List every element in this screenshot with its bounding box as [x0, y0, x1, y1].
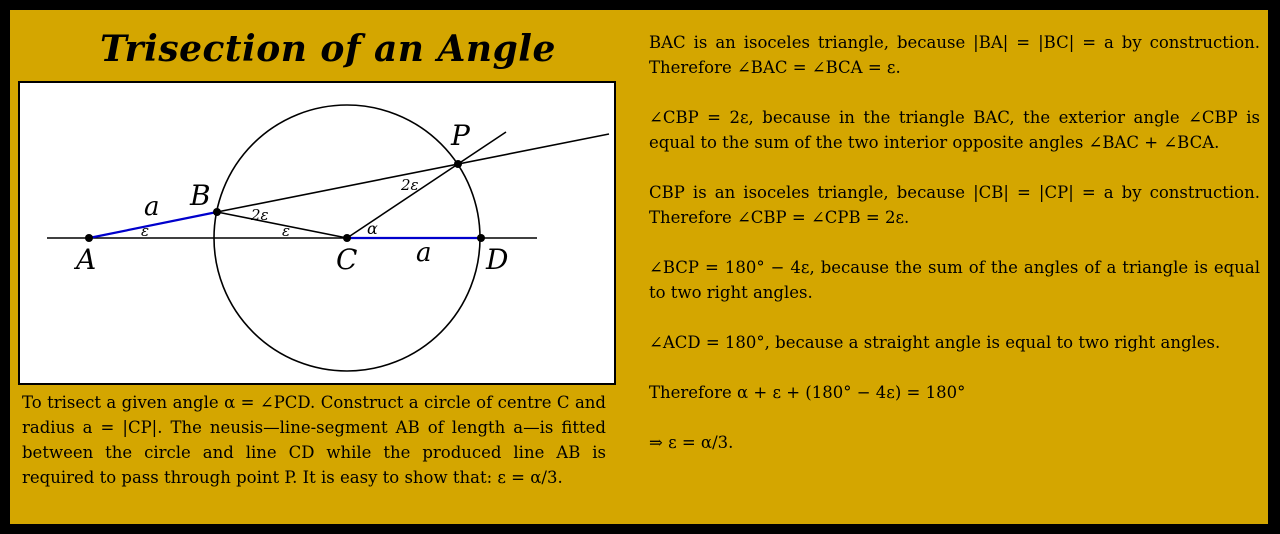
- diagram: [18, 81, 616, 385]
- proof-paragraph: ∠BCP = 180° − 4ε, because the sum of the angles of a triangle is equal to two right angles.: [649, 258, 1260, 302]
- proof-paragraph: ∠CBP = 2ε, because in the triangle BAC, the exterior angle ∠CBP is equal to the sum of the two interior opposite angles ∠BAC + ∠BCA.: [649, 108, 1260, 152]
- label-alpha: α: [367, 219, 378, 238]
- line-bp: [217, 134, 609, 212]
- proof-conclusion: ⇒ ε = α/3.: [649, 433, 734, 452]
- page-title: Trisection of an Angle: [100, 28, 556, 70]
- caption: To trisect a given angle α = ∠PCD. Construct a circle of centre C and radius a = |CP|. The neusis—line-segment AB of length a—is fitted between the circle and line CD while the produced line AB is required to pass through point P. It is easy to show that: ε = α/3.: [22, 393, 606, 487]
- label-b: B: [190, 179, 211, 212]
- label-2eps-p: 2ε: [401, 176, 419, 194]
- label-length-cd: a: [416, 238, 432, 268]
- label-eps-c: ε: [282, 222, 291, 240]
- label-a: A: [76, 243, 97, 276]
- proof-paragraph: ∠ACD = 180°, because a straight angle is equal to two right angles.: [649, 333, 1221, 352]
- proof-text: [649, 30, 1260, 455]
- diagram-svg: [20, 83, 614, 383]
- label-eps-a: ε: [141, 222, 150, 240]
- label-length-ab: a: [144, 192, 160, 222]
- label-2eps-b: 2ε: [251, 206, 269, 224]
- proof-paragraph: BAC is an isoceles triangle, because |BA| = |BC| = a by construction. Therefore ∠BAC = ∠BCA = ε.: [649, 33, 1260, 77]
- panel: [10, 10, 1268, 524]
- point-d: [477, 234, 485, 242]
- point-b: [213, 208, 221, 216]
- proof-paragraph: Therefore α + ε + (180° − 4ε) = 180°: [649, 383, 966, 402]
- label-c: C: [336, 243, 358, 276]
- label-p: P: [451, 119, 470, 152]
- label-d: D: [486, 243, 509, 276]
- point-a: [85, 234, 93, 242]
- point-c: [343, 234, 351, 242]
- proof-paragraph: CBP is an isoceles triangle, because |CB| = |CP| = a by construction. Therefore ∠CBP = ∠CPB = 2ε.: [649, 183, 1260, 227]
- point-p: [454, 160, 462, 168]
